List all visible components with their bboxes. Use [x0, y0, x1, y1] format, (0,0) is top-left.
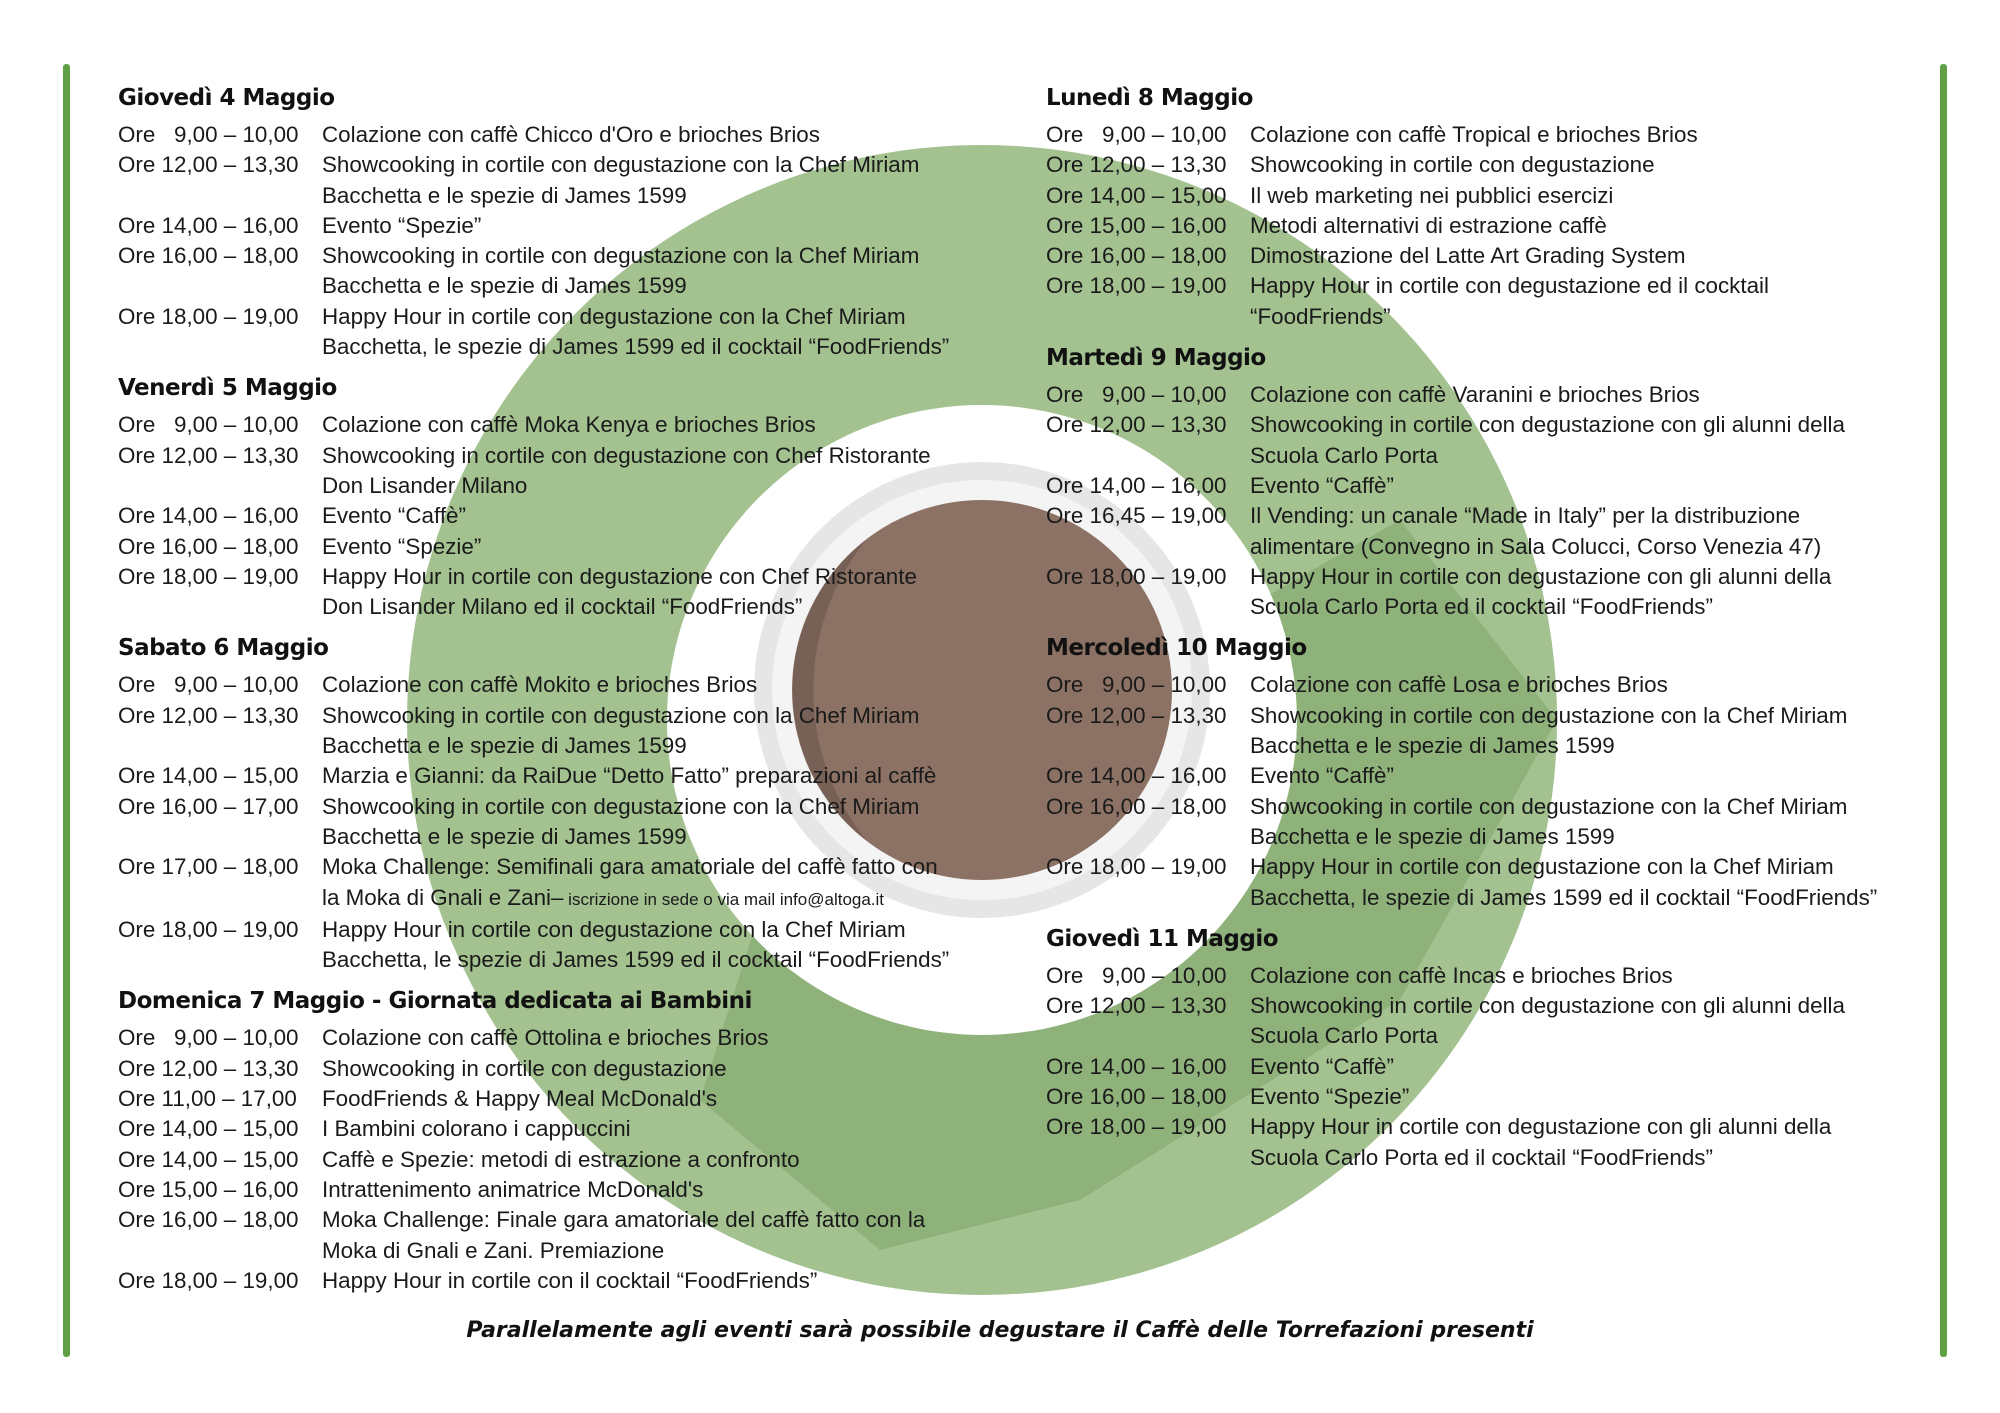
event-line-text: Evento “Spezie” [1250, 1084, 1410, 1110]
event-line [1250, 961, 1946, 991]
event-description [322, 241, 1018, 302]
event-time: Ore 14,00 – 16,00 [1046, 472, 1227, 498]
event-line [1250, 852, 1946, 882]
event-line [322, 1175, 1018, 1205]
schedule-column-left [118, 80, 1018, 1304]
left-border-bar [63, 64, 70, 1357]
event-time: Ore 18,00 – 19,00 [1046, 854, 1227, 880]
event-line [322, 731, 1018, 761]
event-row [1046, 761, 1946, 791]
event-line [1250, 731, 1946, 761]
event-line-text: Colazione con caffè Losa e brioches Brios [1250, 672, 1668, 698]
event-line-text: alimentare (Convegno in Sala Colucci, Corso Venezia 47) [1250, 533, 1822, 559]
event-time: Ore 11,00 – 17,00 [118, 1086, 297, 1112]
event-row [118, 150, 1018, 211]
event-line [1250, 1082, 1946, 1112]
event-time: Ore 15,00 – 16,00 [118, 1176, 299, 1202]
event-time: Ore 12,00 – 13,30 [1046, 993, 1227, 1019]
event-line-text: Caffè e Spezie: metodi di estrazione a confronto [322, 1146, 800, 1172]
event-line-text: Colazione con caffè Chicco d'Oro e brioches Brios [322, 122, 820, 147]
day-section [1046, 80, 1946, 332]
event-description [322, 761, 1018, 791]
event-description [1250, 701, 1946, 762]
event-time: Ore 9,00 – 10,00 [1046, 962, 1227, 988]
event-line [1250, 1052, 1946, 1082]
day-section [118, 983, 1018, 1296]
event-description [322, 120, 1018, 150]
event-line [1250, 1143, 1946, 1173]
event-line [1250, 120, 1946, 150]
event-description [322, 562, 1018, 623]
event-row [1046, 120, 1946, 150]
event-line [1250, 271, 1946, 301]
event-description [1250, 562, 1946, 623]
event-line [1250, 1112, 1946, 1142]
event-line [322, 1145, 1018, 1175]
event-row [118, 532, 1018, 562]
event-time: Ore 12,00 – 13,30 [1046, 152, 1227, 178]
event-line-text: Marzia e Gianni: da RaiDue “Detto Fatto” preparazioni al caffè [322, 763, 937, 789]
event-line [322, 1266, 1018, 1296]
event-line [322, 1205, 1018, 1235]
event-line [322, 822, 1018, 852]
event-line-text: Showcooking in cortile con degustazione con Chef Ristorante [322, 442, 931, 468]
event-time: Ore 16,00 – 18,00 [1046, 1084, 1227, 1110]
event-line-text: Showcooking in cortile con degustazione con la Chef Miriam [322, 702, 920, 728]
event-line-text: Bacchetta e le spezie di James 1599 [1250, 733, 1615, 759]
event-line [1250, 441, 1946, 471]
event-row [118, 211, 1018, 241]
event-row [1046, 991, 1946, 1052]
event-line [1250, 883, 1946, 913]
event-description [322, 1145, 1018, 1175]
event-line [322, 120, 1018, 150]
event-line [1250, 532, 1946, 562]
event-description [1250, 1112, 1946, 1173]
event-line-text: Showcooking in cortile con degustazione [322, 1055, 727, 1081]
event-line-text: Evento “Caffè” [322, 503, 466, 529]
event-line [322, 1054, 1018, 1084]
day-title: Mercoledì 10 Maggio [1046, 635, 1307, 662]
event-line [322, 211, 1018, 241]
day-title: Venerdì 5 Maggio [118, 375, 337, 402]
event-row [118, 120, 1018, 150]
event-line-text: Bacchetta, le spezie di James 1599 ed il cocktail “FoodFriends” [1250, 884, 1878, 910]
event-description [322, 211, 1018, 241]
event-line [322, 915, 1018, 945]
event-row [1046, 670, 1946, 700]
event-description [322, 701, 1018, 762]
event-row [118, 302, 1018, 363]
event-line-text: Showcooking in cortile con degustazione con la Chef Miriam [1250, 702, 1848, 728]
event-row [118, 915, 1018, 976]
event-row [1046, 501, 1946, 562]
event-line [322, 761, 1018, 791]
event-line [322, 883, 1018, 915]
event-line-text: Bacchetta e le spezie di James 1599 [1250, 823, 1615, 849]
day-title: Lunedì 8 Maggio [1046, 85, 1253, 111]
event-time: Ore 14,00 – 16,00 [118, 212, 299, 238]
event-line-text: Don Lisander Milano ed il cocktail “FoodFriends” [322, 594, 803, 620]
event-line-text: Dimostrazione del Latte Art Grading System [1250, 243, 1686, 269]
event-line-text: Showcooking in cortile con degustazione con la Chef Miriam [322, 243, 920, 269]
event-description [322, 410, 1018, 440]
event-row [1046, 410, 1946, 471]
event-row [1046, 271, 1946, 332]
event-line [322, 1023, 1018, 1053]
event-row [118, 1023, 1018, 1053]
event-description [1250, 271, 1946, 332]
event-line-text: Showcooking in cortile con degustazione [1250, 152, 1655, 178]
event-line-text: Scuola Carlo Porta [1250, 442, 1438, 468]
event-description [1250, 761, 1946, 791]
event-description [322, 501, 1018, 531]
day-title: Sabato 6 Maggio [118, 635, 329, 662]
event-row [118, 410, 1018, 440]
event-time: Ore 18,00 – 19,00 [118, 1267, 299, 1293]
event-description [1250, 670, 1946, 700]
event-description [322, 915, 1018, 976]
event-time: Ore 12,00 – 13,30 [118, 702, 299, 728]
event-description [1250, 241, 1946, 271]
event-line-text: Metodi alternativi di estrazione caffè [1250, 212, 1607, 238]
event-line [322, 150, 1018, 180]
event-description [322, 1054, 1018, 1084]
event-line-text: Colazione con caffè Ottolina e brioches Brios [322, 1025, 769, 1051]
event-description [1250, 120, 1946, 150]
event-line [322, 471, 1018, 501]
day-section [118, 630, 1018, 975]
event-description [1250, 150, 1946, 180]
event-line-text: Don Lisander Milano [322, 472, 528, 498]
event-line [1250, 181, 1946, 211]
event-time: Ore 12,00 – 13,30 [1046, 702, 1227, 728]
event-time: Ore 12,00 – 13,30 [1046, 412, 1227, 438]
event-line [322, 945, 1018, 975]
event-time: Ore 12,00 – 13,30 [118, 442, 299, 468]
event-time: Ore 12,00 – 13,30 [118, 1055, 299, 1081]
event-time: Ore 14,00 – 16,00 [1046, 1053, 1227, 1079]
event-time: Ore 16,00 – 18,00 [1046, 793, 1227, 819]
event-line-text: Showcooking in cortile con degustazione con gli alunni della [1250, 993, 1845, 1019]
event-description [1250, 1082, 1946, 1112]
event-row [118, 670, 1018, 700]
event-time: Ore 9,00 – 10,00 [1046, 382, 1227, 408]
event-line [1250, 592, 1946, 622]
event-description [322, 1175, 1018, 1205]
event-time: Ore 16,00 – 18,00 [118, 243, 299, 269]
event-description [1250, 1052, 1946, 1082]
event-line [1250, 150, 1946, 180]
event-description [1250, 792, 1946, 853]
event-line-text: Colazione con caffè Incas e brioches Brios [1250, 962, 1673, 988]
event-line-text: Happy Hour in cortile con degustazione con la Chef Miriam [322, 303, 906, 329]
event-row [118, 1054, 1018, 1084]
event-line-text: Evento “Caffè” [1250, 472, 1394, 498]
event-row [1046, 792, 1946, 853]
day-section [118, 370, 1018, 622]
day-section [1046, 340, 1946, 622]
event-line [322, 1114, 1018, 1144]
event-line [322, 501, 1018, 531]
event-note: iscrizione in sede o via mail info@altoga.it [563, 889, 885, 909]
event-row [118, 701, 1018, 762]
event-line-text: Colazione con caffè Tropical e brioches Brios [1250, 122, 1698, 147]
event-description [1250, 410, 1946, 471]
event-row [118, 761, 1018, 791]
event-description [1250, 991, 1946, 1052]
event-line [1250, 302, 1946, 332]
event-line [322, 181, 1018, 211]
event-time: Ore 18,00 – 19,00 [118, 563, 299, 589]
event-row [1046, 471, 1946, 501]
event-line [322, 701, 1018, 731]
event-time: Ore 9,00 – 10,00 [1046, 122, 1227, 147]
event-line [322, 410, 1018, 440]
event-row [118, 1114, 1018, 1144]
day-section [1046, 921, 1946, 1173]
event-line [322, 1236, 1018, 1266]
event-description [1250, 380, 1946, 410]
event-line [1250, 761, 1946, 791]
event-line [1250, 822, 1946, 852]
event-line-text: Bacchetta, le spezie di James 1599 ed il cocktail “FoodFriends” [322, 947, 950, 973]
event-line-text: Bacchetta e le spezie di James 1599 [322, 823, 687, 849]
event-row [1046, 1052, 1946, 1082]
event-line-text: Evento “Caffè” [1250, 1053, 1394, 1079]
event-row [118, 562, 1018, 623]
event-line [322, 441, 1018, 471]
event-time: Ore 14,00 – 15,00 [118, 1116, 299, 1142]
event-time: Ore 14,00 – 16,00 [118, 503, 299, 529]
event-line-text: la Moka di Gnali e Zani– [322, 884, 564, 910]
day-section [118, 80, 1018, 362]
event-description [322, 1205, 1018, 1266]
event-description [322, 1084, 1018, 1114]
event-line-text: Moka di Gnali e Zani. Premiazione [322, 1237, 665, 1263]
event-description [322, 1023, 1018, 1053]
event-description [1250, 471, 1946, 501]
event-line-text: Bacchetta e le spezie di James 1599 [322, 273, 687, 299]
event-time: Ore 18,00 – 19,00 [1046, 273, 1227, 299]
event-line-text: Scuola Carlo Porta [1250, 1023, 1438, 1049]
event-description [322, 302, 1018, 363]
event-line-text: Bacchetta e le spezie di James 1599 [322, 733, 687, 759]
event-line-text: Showcooking in cortile con degustazione con la Chef Miriam [1250, 793, 1848, 819]
event-line [1250, 670, 1946, 700]
event-time: Ore 15,00 – 16,00 [1046, 212, 1227, 238]
event-description [322, 792, 1018, 853]
event-description [322, 150, 1018, 211]
event-line [1250, 1021, 1946, 1051]
event-line-text: FoodFriends & Happy Meal McDonald's [322, 1086, 718, 1112]
event-row [1046, 380, 1946, 410]
event-line-text: Showcooking in cortile con degustazione con la Chef Miriam [322, 793, 920, 819]
event-line [322, 670, 1018, 700]
footer-note: Parallelamente agli eventi sarà possibile degustare il Caffè delle Torrefazioni presenti [466, 1318, 1534, 1343]
event-description [1250, 211, 1946, 241]
event-row [118, 1145, 1018, 1175]
day-section [1046, 630, 1946, 912]
event-line-text: Happy Hour in cortile con degustazione con Chef Ristorante [322, 563, 917, 589]
event-row [1046, 211, 1946, 241]
event-time: Ore 12,00 – 13,30 [118, 152, 299, 178]
event-line-text: Evento “Caffè” [1250, 763, 1394, 789]
event-time: Ore 9,00 – 10,00 [118, 412, 299, 438]
event-row [118, 1084, 1018, 1114]
event-line [1250, 562, 1946, 592]
event-line-text: Happy Hour in cortile con degustazione ed il cocktail [1250, 273, 1769, 299]
event-description [322, 1114, 1018, 1144]
event-description [1250, 961, 1946, 991]
event-line [1250, 501, 1946, 531]
event-time: Ore 14,00 – 15,00 [118, 1146, 299, 1172]
event-time: Ore 16,00 – 17,00 [118, 793, 299, 819]
event-line [1250, 241, 1946, 271]
schedule-column-right [1046, 80, 1946, 1181]
event-line [1250, 211, 1946, 241]
event-line-text: Colazione con caffè Mokito e brioches Brios [322, 672, 758, 698]
event-line-text: Bacchetta, le spezie di James 1599 ed il cocktail “FoodFriends” [322, 334, 950, 360]
event-line-text: Il Vending: un canale “Made in Italy” per la distribuzione [1250, 503, 1801, 529]
event-description [322, 852, 1018, 915]
event-time: Ore 9,00 – 10,00 [118, 122, 299, 147]
event-row [118, 1266, 1018, 1296]
event-row [118, 852, 1018, 915]
event-row [1046, 852, 1946, 913]
event-time: Ore 14,00 – 15,00 [118, 763, 299, 789]
event-line-text: Evento “Spezie” [322, 533, 482, 559]
day-title: Martedì 9 Maggio [1046, 345, 1266, 372]
event-line-text: Intrattenimento animatrice McDonald's [322, 1176, 704, 1202]
event-line-text: I Bambini colorano i cappuccini [322, 1116, 631, 1142]
event-line [322, 332, 1018, 362]
event-line-text: Showcooking in cortile con degustazione con la Chef Miriam [322, 152, 920, 178]
event-line [322, 852, 1018, 882]
event-time: Ore 16,45 – 19,00 [1046, 503, 1227, 529]
event-line [322, 592, 1018, 622]
event-line [322, 562, 1018, 592]
event-line-text: Happy Hour in cortile con degustazione con la Chef Miriam [1250, 854, 1834, 880]
event-line [1250, 471, 1946, 501]
event-line [322, 1084, 1018, 1114]
event-line [322, 532, 1018, 562]
event-line-text: Happy Hour in cortile con degustazione con gli alunni della [1250, 1114, 1832, 1140]
event-row [118, 501, 1018, 531]
event-description [322, 1266, 1018, 1296]
event-line-text: Happy Hour in cortile con degustazione con la Chef Miriam [322, 916, 906, 942]
event-line-text: Happy Hour in cortile con degustazione con gli alunni della [1250, 563, 1832, 589]
event-row [1046, 961, 1946, 991]
event-line-text: Il web marketing nei pubblici esercizi [1250, 182, 1614, 208]
event-line-text: Happy Hour in cortile con il cocktail “FoodFriends” [322, 1267, 818, 1293]
event-line-text: Bacchetta e le spezie di James 1599 [322, 182, 687, 208]
event-row [118, 792, 1018, 853]
event-line-text: Scuola Carlo Porta ed il cocktail “FoodFriends” [1250, 1144, 1713, 1170]
event-description [1250, 852, 1946, 913]
event-time: Ore 18,00 – 19,00 [118, 303, 299, 329]
event-line-text: Evento “Spezie” [322, 212, 482, 238]
event-time: Ore 9,00 – 10,00 [1046, 672, 1227, 698]
event-line-text: Colazione con caffè Moka Kenya e brioches Brios [322, 412, 816, 438]
event-description [322, 441, 1018, 502]
event-row [1046, 181, 1946, 211]
event-row [1046, 701, 1946, 762]
event-line [322, 302, 1018, 332]
event-description [1250, 501, 1946, 562]
event-row [118, 441, 1018, 502]
event-line-text: Moka Challenge: Semifinali gara amatoriale del caffè fatto con [322, 854, 938, 880]
event-description [1250, 181, 1946, 211]
event-line-text: Colazione con caffè Varanini e brioches Brios [1250, 382, 1700, 408]
event-description [322, 532, 1018, 562]
day-title: Domenica 7 Maggio - Giornata dedicata ai Bambini [118, 988, 752, 1015]
event-time: Ore 18,00 – 19,00 [1046, 1114, 1227, 1140]
event-time: Ore 16,00 – 18,00 [1046, 243, 1227, 269]
event-time: Ore 9,00 – 10,00 [118, 1025, 299, 1051]
event-time: Ore 16,00 – 18,00 [118, 1207, 299, 1233]
event-row [118, 1205, 1018, 1266]
day-title: Giovedì 11 Maggio [1046, 925, 1279, 952]
event-time: Ore 17,00 – 18,00 [118, 854, 299, 880]
event-time: Ore 16,00 – 18,00 [118, 533, 299, 559]
event-row [1046, 1112, 1946, 1173]
event-row [118, 241, 1018, 302]
event-row [1046, 562, 1946, 623]
event-line [1250, 380, 1946, 410]
event-line [1250, 410, 1946, 440]
event-line-text: “FoodFriends” [1250, 303, 1391, 329]
event-time: Ore 18,00 – 19,00 [118, 916, 299, 942]
event-line [1250, 991, 1946, 1021]
event-time: Ore 18,00 – 19,00 [1046, 563, 1227, 589]
event-row [1046, 241, 1946, 271]
event-line-text: Showcooking in cortile con degustazione con gli alunni della [1250, 412, 1845, 438]
event-line-text: Scuola Carlo Porta ed il cocktail “FoodFriends” [1250, 594, 1713, 620]
event-line-text: Moka Challenge: Finale gara amatoriale del caffè fatto con la [322, 1207, 926, 1233]
event-row [1046, 150, 1946, 180]
event-time: Ore 14,00 – 16,00 [1046, 763, 1227, 789]
event-row [1046, 1082, 1946, 1112]
event-time: Ore 14,00 – 15,00 [1046, 182, 1227, 208]
event-line [1250, 792, 1946, 822]
event-description [322, 670, 1018, 700]
event-line [322, 271, 1018, 301]
event-line [1250, 701, 1946, 731]
event-line [322, 241, 1018, 271]
event-row [118, 1175, 1018, 1205]
event-time: Ore 9,00 – 10,00 [118, 672, 299, 698]
day-title: Giovedì 4 Maggio [118, 85, 335, 111]
event-line [322, 792, 1018, 822]
